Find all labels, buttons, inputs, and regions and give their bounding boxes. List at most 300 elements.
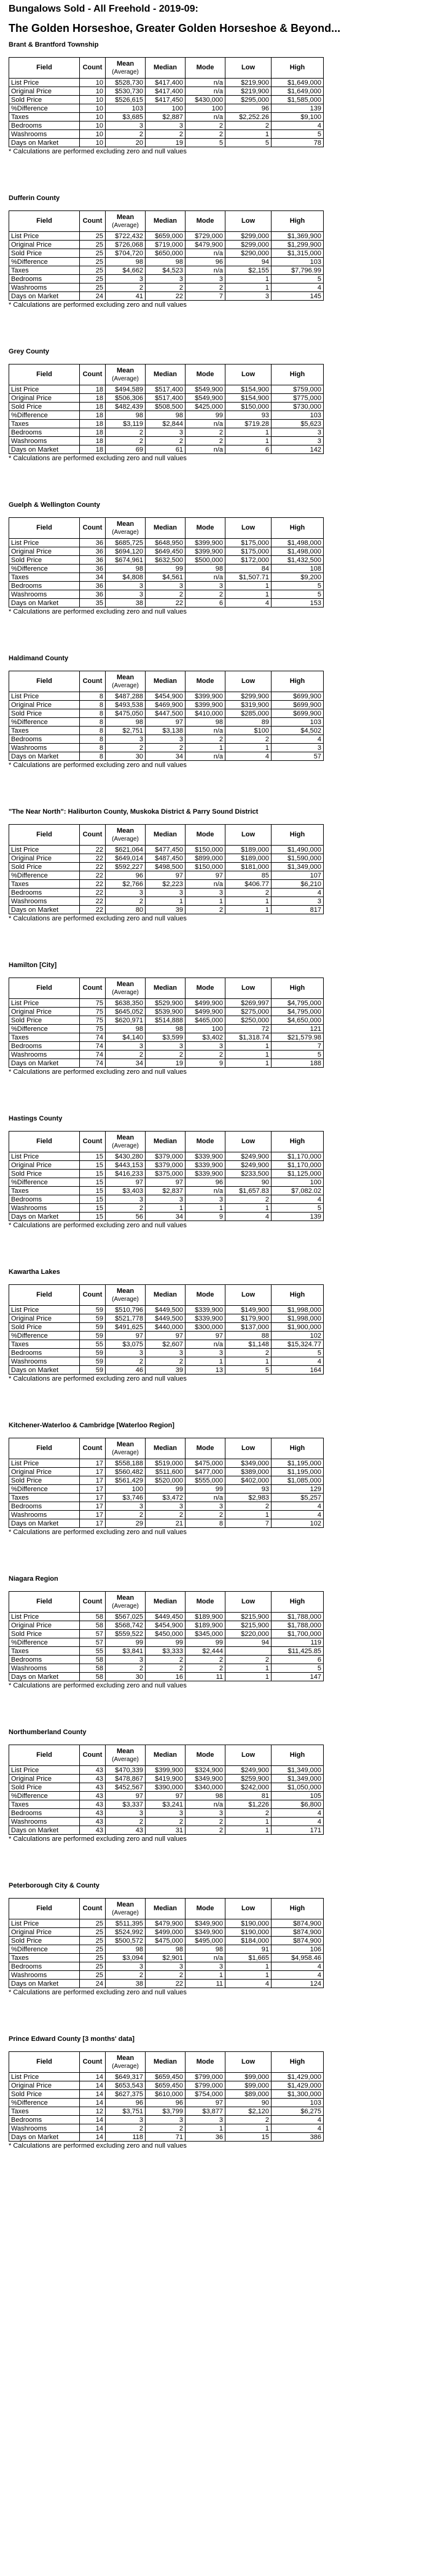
table-cell: $175,000 [225, 547, 272, 556]
column-header-mean [106, 1899, 146, 1919]
table-cell: 22 [146, 1980, 186, 1988]
table-cell: 5 [186, 139, 225, 147]
table-cell: $340,000 [186, 1783, 225, 1792]
table-cell: n/a [186, 113, 225, 121]
table-cell: 97 [106, 1178, 146, 1187]
table-cell: $5,257 [272, 1494, 324, 1502]
table-cell: $3,751 [106, 2107, 146, 2116]
table-cell: 38 [106, 1980, 146, 1988]
table-cell: 14 [80, 2090, 106, 2099]
table-cell: 10 [80, 121, 106, 130]
table-cell: $2,252.26 [225, 113, 272, 121]
column-header-label: Mean [116, 2054, 135, 2062]
column-header-label: Mode [196, 1444, 214, 1452]
row-label: List Price [9, 385, 80, 394]
table-cell: 99 [186, 1638, 225, 1647]
row-label: %Difference [9, 565, 80, 573]
column-header-label: High [289, 371, 305, 378]
table-cell: $500,000 [186, 556, 225, 565]
table-cell: 3 [186, 1502, 225, 1511]
table-cell: $511,600 [146, 1468, 186, 1476]
column-header-mode [186, 58, 225, 79]
table-row [9, 1178, 324, 1187]
table-cell: 25 [80, 1937, 106, 1945]
table-cell: 1 [186, 897, 225, 906]
table-cell: 1 [225, 1204, 272, 1213]
region-section [9, 1268, 424, 1422]
table-cell: $3,799 [146, 2107, 186, 2116]
table-cell: 3 [146, 735, 186, 744]
row-label: Original Price [9, 1314, 80, 1323]
column-header-label: Mean [116, 520, 135, 528]
row-label: List Price [9, 1766, 80, 1775]
table-cell: 55 [80, 1647, 106, 1656]
table-cell: 171 [272, 1826, 324, 1835]
row-label: Days on Market [9, 445, 80, 454]
region-name: Guelph & Wellington County [9, 501, 100, 509]
column-header-label: Low [241, 217, 255, 225]
column-header-label: Count [82, 64, 103, 71]
column-header-sublabel: (Average) [112, 1602, 139, 1610]
table-cell: 1 [225, 1818, 272, 1826]
table-cell: 74 [80, 1051, 106, 1059]
row-label: List Price [9, 539, 80, 547]
table-cell: 17 [80, 1494, 106, 1502]
table-cell: 1 [225, 590, 272, 599]
table-cell: 43 [80, 1783, 106, 1792]
table-cell: 75 [80, 1016, 106, 1025]
table-cell: 22 [80, 889, 106, 897]
table-header-row [9, 1592, 324, 1613]
column-header-label: Mean [116, 1133, 135, 1141]
column-header-label: Low [241, 64, 255, 71]
table-cell: $500,572 [106, 1937, 146, 1945]
table-cell: 25 [80, 1928, 106, 1937]
table-row [9, 113, 324, 121]
column-header-label: Low [241, 371, 255, 378]
table-cell: $510,796 [106, 1306, 146, 1314]
table-cell: $1,498,000 [272, 547, 324, 556]
row-label: %Difference [9, 871, 80, 880]
column-header-label: Mean [116, 1747, 135, 1755]
table-cell: 22 [146, 292, 186, 301]
table-cell: $719.28 [225, 420, 272, 428]
table-row [9, 1502, 324, 1511]
table-cell: 97 [186, 871, 225, 880]
row-label: Sold Price [9, 403, 80, 411]
column-header-mode [186, 1438, 225, 1459]
table-header-row [9, 1899, 324, 1919]
table-cell: 5 [272, 1204, 324, 1213]
table-cell: $1,507.71 [225, 573, 272, 582]
table-cell: 3 [106, 2116, 146, 2124]
table-cell: 103 [272, 718, 324, 727]
table-cell: $100 [225, 727, 272, 735]
row-label: Taxes [9, 1187, 80, 1195]
table-cell: 1 [225, 437, 272, 445]
table-cell: $290,000 [225, 249, 272, 258]
table-cell: 98 [146, 1945, 186, 1954]
stats-table [9, 1284, 324, 1375]
table-row [9, 846, 324, 854]
table-row [9, 1357, 324, 1366]
table-cell: $189,900 [186, 1613, 225, 1621]
table-cell: 1 [225, 428, 272, 437]
table-cell: 5 [272, 275, 324, 283]
column-header-count [80, 518, 106, 539]
row-label: Taxes [9, 573, 80, 582]
row-label: Bedrooms [9, 1962, 80, 1971]
table-cell: $399,900 [186, 547, 225, 556]
table-row [9, 1809, 324, 1818]
table-cell: 3 [106, 889, 146, 897]
table-cell: 2 [186, 121, 225, 130]
table-cell: $449,500 [146, 1306, 186, 1314]
row-label: Washrooms [9, 590, 80, 599]
column-header-sublabel: (Average) [112, 1449, 139, 1456]
table-cell: $11,425.85 [272, 1647, 324, 1656]
table-row [9, 1366, 324, 1375]
table-cell: 4 [272, 735, 324, 744]
table-cell: 18 [80, 445, 106, 454]
row-label: Sold Price [9, 1323, 80, 1332]
column-header-sublabel: (Average) [112, 1142, 139, 1149]
table-cell: 6 [186, 599, 225, 607]
table-cell: n/a [186, 880, 225, 889]
column-header-median [146, 58, 186, 79]
table-cell: $249,900 [225, 1152, 272, 1161]
table-cell: $650,000 [146, 249, 186, 258]
table-cell: 98 [186, 718, 225, 727]
table-cell: $440,000 [146, 1323, 186, 1332]
row-label: List Price [9, 2073, 80, 2081]
table-cell: 17 [80, 1468, 106, 1476]
table-cell: $638,350 [106, 999, 146, 1008]
row-label: Bedrooms [9, 1195, 80, 1204]
column-header-label: Mean [116, 1594, 135, 1602]
column-header-high [272, 978, 324, 999]
column-header-label: Mode [196, 1291, 214, 1298]
table-cell: 121 [272, 1025, 324, 1033]
region-name: Kitchener-Waterloo & Cambridge [Waterloo Region] [9, 1422, 174, 1429]
table-cell: n/a [186, 1494, 225, 1502]
table-row [9, 1051, 324, 1059]
table-cell: $402,000 [225, 1476, 272, 1485]
table-cell: $477,450 [146, 846, 186, 854]
table-cell: 43 [80, 1766, 106, 1775]
table-row [9, 863, 324, 871]
column-header-label: Mode [196, 1905, 214, 1912]
table-cell: $2,844 [146, 420, 186, 428]
column-header-label: High [289, 1905, 305, 1912]
table-cell: $475,000 [146, 1937, 186, 1945]
table-cell: $452,567 [106, 1783, 146, 1792]
table-cell: 5 [272, 590, 324, 599]
column-header-low [225, 364, 272, 385]
table-cell: 2 [186, 590, 225, 599]
table-cell: 100 [146, 104, 186, 113]
table-row [9, 1170, 324, 1178]
table-cell: n/a [186, 1340, 225, 1349]
column-header-label: Low [241, 1291, 255, 1298]
stats-table [9, 364, 324, 454]
row-label: Sold Price [9, 1476, 80, 1485]
table-cell: $6,275 [272, 2107, 324, 2116]
column-header-label: Mode [196, 217, 214, 225]
table-cell: 20 [106, 139, 146, 147]
table-cell: 4 [272, 1511, 324, 1519]
table-cell: 119 [272, 1638, 324, 1647]
table-cell: 2 [106, 283, 146, 292]
table-row [9, 1016, 324, 1025]
row-label: Washrooms [9, 1971, 80, 1980]
row-label: Washrooms [9, 1818, 80, 1826]
table-cell: 4 [272, 889, 324, 897]
table-row [9, 1928, 324, 1937]
table-cell: 4 [272, 1962, 324, 1971]
table-cell: 3 [186, 2116, 225, 2124]
table-cell: 2 [186, 437, 225, 445]
column-header-label: Median [154, 1751, 177, 1759]
table-cell: 2 [225, 1195, 272, 1204]
column-header-mean [106, 58, 146, 79]
table-cell: $189,000 [225, 846, 272, 854]
table-cell: 57 [272, 752, 324, 761]
table-cell: 58 [80, 1613, 106, 1621]
row-label: %Difference [9, 1945, 80, 1954]
table-cell: 2 [106, 1051, 146, 1059]
table-cell: $1,490,000 [272, 846, 324, 854]
table-cell: 124 [272, 1980, 324, 1988]
table-row [9, 1204, 324, 1213]
table-cell: 4 [272, 1809, 324, 1818]
table-cell: 3 [146, 428, 186, 437]
table-cell: $549,900 [186, 394, 225, 403]
row-label: %Difference [9, 1025, 80, 1033]
stats-table [9, 1438, 324, 1528]
column-header-low [225, 1132, 272, 1152]
table-cell: $610,000 [146, 2090, 186, 2099]
column-header-mode [186, 1132, 225, 1152]
column-header-label: High [289, 217, 305, 225]
region-section [9, 808, 424, 962]
table-row [9, 1519, 324, 1528]
row-label: Days on Market [9, 752, 80, 761]
table-cell: 98 [186, 1945, 225, 1954]
table-cell: 2 [186, 130, 225, 139]
table-cell: 3 [146, 1349, 186, 1357]
row-label: Sold Price [9, 709, 80, 718]
table-cell: $215,900 [225, 1621, 272, 1630]
table-row [9, 394, 324, 403]
column-header-label: Median [154, 64, 177, 71]
table-cell: 3 [146, 1042, 186, 1051]
column-header-label: Low [241, 2058, 255, 2065]
row-label: Days on Market [9, 1980, 80, 1988]
table-row [9, 79, 324, 87]
table-row [9, 1459, 324, 1468]
table-cell: 5 [225, 139, 272, 147]
column-header-sublabel: (Average) [112, 222, 139, 229]
table-cell: $704,720 [106, 249, 146, 258]
table-cell: $1,349,000 [272, 1775, 324, 1783]
table-cell: 9 [186, 1059, 225, 1068]
table-cell: $506,306 [106, 394, 146, 403]
table-cell: 98 [186, 565, 225, 573]
table-cell: $1,050,000 [272, 1783, 324, 1792]
row-label: Original Price [9, 1775, 80, 1783]
column-header-field [9, 58, 80, 79]
table-cell: 4 [225, 1213, 272, 1221]
column-header-mode [186, 364, 225, 385]
table-cell: 10 [80, 130, 106, 139]
footnote: * Calculations are performed excluding zero and null values [9, 1222, 187, 1229]
row-label: Taxes [9, 113, 80, 121]
table-cell: 386 [272, 2133, 324, 2142]
table-row [9, 2073, 324, 2081]
row-label: Taxes [9, 1494, 80, 1502]
table-row [9, 1647, 324, 1656]
column-header-label: Field [36, 1751, 52, 1759]
table-row [9, 1613, 324, 1621]
table-cell: $416,233 [106, 1170, 146, 1178]
row-label: Sold Price [9, 1170, 80, 1178]
table-cell: 25 [80, 1919, 106, 1928]
table-header-row [9, 518, 324, 539]
table-cell: 3 [106, 1042, 146, 1051]
table-cell: $694,120 [106, 547, 146, 556]
table-cell: $799,000 [186, 2073, 225, 2081]
table-cell: 17 [80, 1459, 106, 1468]
row-label: %Difference [9, 1638, 80, 1647]
table-cell: 1 [225, 906, 272, 914]
table-cell: 118 [106, 2133, 146, 2142]
column-header-sublabel: (Average) [112, 835, 139, 843]
table-cell: 58 [80, 1673, 106, 1681]
table-cell: 2 [146, 130, 186, 139]
column-header-label: Mean [116, 213, 135, 221]
table-cell: $524,992 [106, 1928, 146, 1937]
table-cell: 2 [106, 897, 146, 906]
table-row [9, 249, 324, 258]
table-cell: 3 [186, 889, 225, 897]
table-cell: 18 [80, 385, 106, 394]
row-label: Sold Price [9, 1630, 80, 1638]
table-row [9, 266, 324, 275]
column-header-label: Field [36, 217, 52, 225]
column-header-median [146, 211, 186, 232]
table-cell: $15,324.77 [272, 1340, 324, 1349]
row-label: Taxes [9, 266, 80, 275]
table-cell: $560,482 [106, 1468, 146, 1476]
table-cell: $1,318.74 [225, 1033, 272, 1042]
table-cell: 18 [80, 394, 106, 403]
table-cell: 145 [272, 292, 324, 301]
table-cell: 2 [106, 1511, 146, 1519]
table-cell: 21 [146, 1519, 186, 1528]
table-cell: n/a [186, 573, 225, 582]
table-cell: 25 [80, 241, 106, 249]
table-cell: 3 [146, 582, 186, 590]
column-header-count [80, 1745, 106, 1766]
table-row [9, 420, 324, 428]
table-cell: 14 [80, 2073, 106, 2081]
table-cell: 10 [80, 96, 106, 104]
table-cell: n/a [186, 79, 225, 87]
table-row [9, 1954, 324, 1962]
table-cell: 99 [106, 1638, 146, 1647]
table-cell: $299,000 [225, 232, 272, 241]
table-cell: 2 [106, 1357, 146, 1366]
table-row [9, 1971, 324, 1980]
table-cell: 1 [186, 1971, 225, 1980]
column-header-field [9, 211, 80, 232]
table-cell: $649,450 [146, 547, 186, 556]
region-name: Grey County [9, 348, 50, 355]
column-header-mean [106, 978, 146, 999]
row-label: %Difference [9, 1332, 80, 1340]
region-name: Prince Edward County [3 months' data] [9, 2035, 135, 2043]
table-row [9, 752, 324, 761]
row-label: %Difference [9, 1485, 80, 1494]
table-cell: 14 [80, 2116, 106, 2124]
table-cell: 57 [80, 1630, 106, 1638]
table-cell: 8 [80, 701, 106, 709]
table-row [9, 897, 324, 906]
column-header-sublabel: (Average) [112, 528, 139, 536]
column-header-label: Field [36, 2058, 52, 2065]
column-header-mean [106, 671, 146, 692]
table-cell: $7,796.99 [272, 266, 324, 275]
table-cell: 2 [186, 1511, 225, 1519]
table-cell: 97 [146, 718, 186, 727]
row-label: Sold Price [9, 1937, 80, 1945]
table-cell: 10 [80, 79, 106, 87]
table-cell: 17 [80, 1476, 106, 1485]
table-cell: $2,766 [106, 880, 146, 889]
row-label: Washrooms [9, 1357, 80, 1366]
column-header-mean [106, 1592, 146, 1613]
table-cell: $479,900 [186, 241, 225, 249]
stats-table [9, 671, 324, 761]
column-header-count [80, 1899, 106, 1919]
column-header-field [9, 2052, 80, 2073]
column-header-high [272, 1745, 324, 1766]
table-cell: 97 [106, 1332, 146, 1340]
table-header-row [9, 671, 324, 692]
table-cell: 3 [186, 1195, 225, 1204]
table-cell: 2 [106, 2124, 146, 2133]
table-cell: 15 [80, 1161, 106, 1170]
table-cell: $475,000 [186, 1459, 225, 1468]
table-cell: $498,500 [146, 863, 186, 871]
table-cell: 96 [186, 1178, 225, 1187]
table-cell: 43 [80, 1792, 106, 1800]
table-cell: $3,746 [106, 1494, 146, 1502]
column-header-sublabel: (Average) [112, 1909, 139, 1916]
table-cell: $3,403 [106, 1187, 146, 1195]
table-cell: $499,000 [146, 1928, 186, 1937]
table-cell: $699,900 [272, 709, 324, 718]
row-label: List Price [9, 232, 80, 241]
table-cell: 2 [106, 1204, 146, 1213]
row-label: Taxes [9, 1033, 80, 1042]
table-cell: $3,075 [106, 1340, 146, 1349]
row-label: List Price [9, 1613, 80, 1621]
table-row [9, 1962, 324, 1971]
table-row [9, 1468, 324, 1476]
table-cell: 91 [225, 1945, 272, 1954]
